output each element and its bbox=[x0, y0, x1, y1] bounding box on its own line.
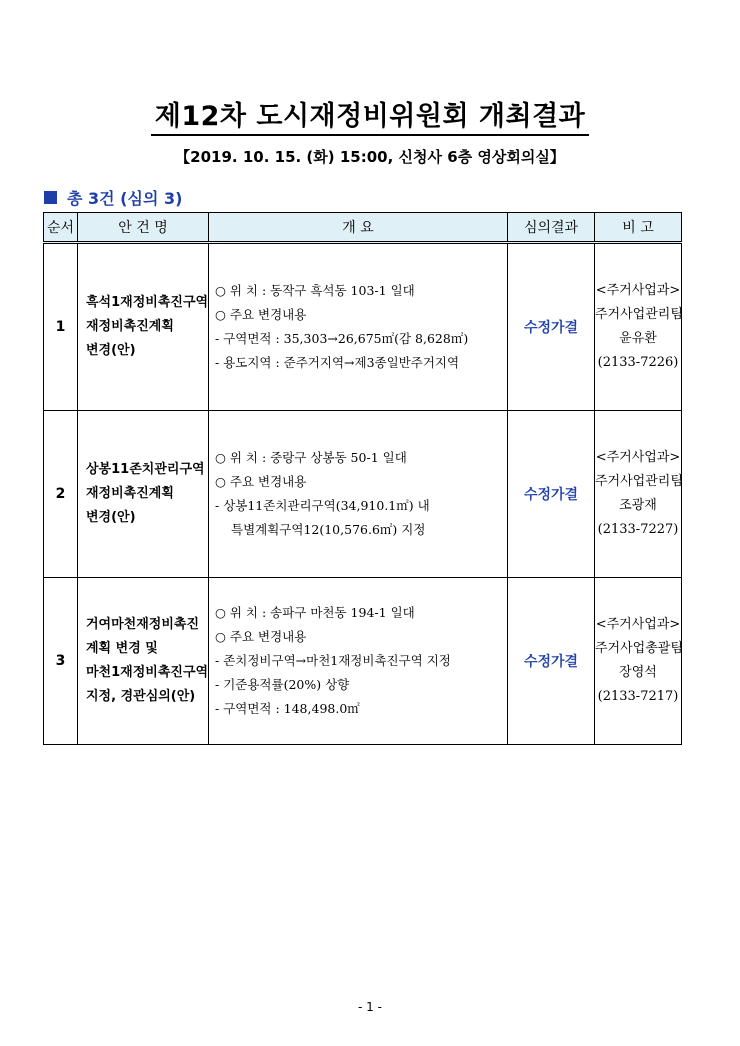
note-line: 주거사업총괄팀 bbox=[595, 641, 683, 656]
page-number: - 1 - bbox=[358, 1000, 382, 1014]
agenda-name bbox=[78, 578, 209, 745]
overview-line: ○ 위 치 : 동작구 흑석동 103-1 일대 bbox=[215, 283, 415, 298]
document-title-text: 제12차 도시재정비위원회 개최결과 bbox=[151, 101, 590, 136]
overview-line: - 상봉11존치관리구역(34,910.1㎡) 내 bbox=[215, 498, 430, 513]
agenda-name-line: 거여마천재정비촉진 bbox=[86, 617, 200, 632]
agenda-name-line: 지정, 경관심의(안) bbox=[86, 689, 196, 704]
agenda-name-line: 변경(안) bbox=[86, 343, 136, 358]
overview-line: - 용도지역 : 준주거지역→제3종일반주거지역 bbox=[215, 355, 460, 370]
agenda-overview bbox=[209, 411, 508, 578]
agenda-name-line: 재정비촉진계획 bbox=[86, 486, 174, 501]
note-line: <주거사업과> bbox=[595, 617, 681, 632]
overview-line: - 구역면적 : 35,303→26,675㎡(감 8,628㎡) bbox=[215, 331, 469, 346]
row-number: 3 bbox=[44, 578, 78, 745]
square-icon bbox=[44, 191, 57, 204]
agenda-table bbox=[43, 212, 682, 745]
header-order: 순서 bbox=[44, 213, 78, 243]
review-result: 수정가결 bbox=[508, 243, 595, 411]
header-note: 비 고 bbox=[595, 213, 682, 243]
overview-line: ○ 주요 변경내용 bbox=[215, 474, 307, 489]
agenda-name-line: 변경(안) bbox=[86, 510, 136, 525]
agenda-name bbox=[78, 411, 209, 578]
agenda-name-line: 재정비촉진계획 bbox=[86, 319, 174, 334]
note-line: <주거사업과> bbox=[595, 283, 681, 298]
overview-line: - 구역면적 : 148,498.0㎡ bbox=[215, 701, 360, 716]
header-result: 심의결과 bbox=[508, 213, 595, 243]
document-title bbox=[0, 94, 740, 133]
overview-line: 특별계획구역12(10,576.6㎡) 지정 bbox=[231, 522, 426, 537]
agenda-name bbox=[78, 243, 209, 411]
table-row bbox=[44, 243, 682, 411]
meeting-info: 【2019. 10. 15. (화) 15:00, 신청사 6층 영상회의실】 bbox=[175, 148, 565, 166]
note-line: 주거사업관리팀 bbox=[595, 307, 683, 322]
contact-note bbox=[595, 578, 682, 745]
agenda-overview bbox=[209, 578, 508, 745]
overview-line: ○ 주요 변경내용 bbox=[215, 629, 307, 644]
agenda-name-line: 마천1재정비촉진구역 bbox=[86, 665, 209, 680]
row-number: 1 bbox=[44, 243, 78, 411]
agenda-name-line: 흑석1재정비촉진구역 bbox=[86, 295, 209, 310]
row-number: 2 bbox=[44, 411, 78, 578]
overview-line: ○ 위 치 : 송파구 마천동 194-1 일대 bbox=[215, 605, 415, 620]
overview-line: - 존치정비구역→마천1재정비촉진구역 지정 bbox=[215, 653, 451, 668]
agenda-overview bbox=[209, 243, 508, 411]
note-line: (2133-7217) bbox=[597, 689, 679, 704]
overview-line: - 기준용적률(20%) 상향 bbox=[215, 677, 350, 692]
note-line: 조광재 bbox=[619, 498, 657, 513]
contact-note bbox=[595, 411, 682, 578]
agenda-name-line: 상봉11존치관리구역 bbox=[86, 462, 205, 477]
note-line: 주거사업관리팀 bbox=[595, 474, 683, 489]
table-header-row bbox=[44, 213, 682, 243]
note-line: <주거사업과> bbox=[595, 450, 681, 465]
review-result: 수정가결 bbox=[508, 411, 595, 578]
header-agenda-name: 안 건 명 bbox=[78, 213, 209, 243]
table-row bbox=[44, 411, 682, 578]
note-line: (2133-7227) bbox=[597, 522, 679, 537]
review-result: 수정가결 bbox=[508, 578, 595, 745]
contact-note bbox=[595, 243, 682, 411]
summary-heading bbox=[44, 186, 182, 209]
note-line: 윤유환 bbox=[619, 331, 657, 346]
overview-line: ○ 위 치 : 중랑구 상봉동 50-1 일대 bbox=[215, 450, 407, 465]
summary-label: 총 3건 (심의 3) bbox=[67, 189, 183, 208]
overview-line: ○ 주요 변경내용 bbox=[215, 307, 307, 322]
header-overview: 개 요 bbox=[209, 213, 508, 243]
note-line: 장영석 bbox=[619, 665, 657, 680]
agenda-name-line: 계획 변경 및 bbox=[86, 641, 158, 656]
note-line: (2133-7226) bbox=[597, 355, 679, 370]
table-row bbox=[44, 578, 682, 745]
